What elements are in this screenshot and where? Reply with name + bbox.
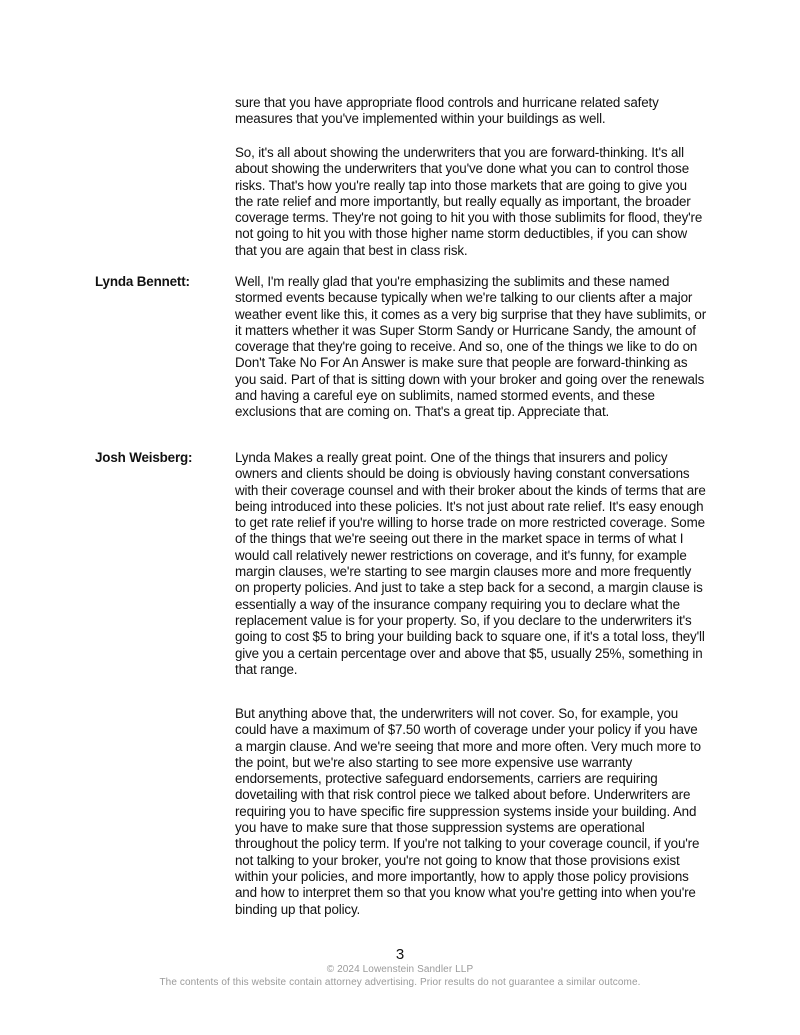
transcript-paragraph-2: So, it's all about showing the underwriters that you are forward-thinking. It's all about showing the underwriters that you've done what you can to control those risks. That's how you're really tap into those markets that are going to give you the rate relief and more importantly, but really equally as important, the broader coverage terms. They're not going to hit you with those sublimits for flood, they're not going to hit you with those higher name storm deductibles, if you can show that you are again that best in class risk. (235, 145, 703, 258)
transcript-paragraph-5: But anything above that, the underwriters will not cover. So, for example, you could have a maximum of $7.50 worth of coverage under your policy if you have a margin clause. And we're seeing that more and more often. Very much more to the point, but we're also starting to see more expensive use warranty endorsements, protective safeguard endorsements, carriers are requiring dovetailing with that risk control piece we talked about before. Underwriters are requiring you to have specific fire suppression systems inside your building. And you have to make sure that those suppression systems are operational throughout the policy term. If you're not talking to your coverage council, if you're not talking to your broker, you're not going to know that those provisions exist within your policies, and more importantly, how to apply those policy provisions and how to interpret them so that you know what you're getting into when you're binding up that policy. (235, 706, 701, 917)
transcript-paragraph-4: Lynda Makes a really great point. One of the things that insurers and policy owners and clients should be doing is obviously having constant conversations with their coverage counsel and with their broker about the kinds of terms that are being introduced into these policies. It's not just about rate relief. It's easy enough to get rate relief if you're willing to horse trade on more restricted coverage. Some of the things that we're seeing out there in the market space in terms of what I would call relatively newer restrictions on coverage, and it's funny, for example margin clauses, we're starting to see margin clauses more and more frequently on property policies. And just to take a step back for a second, a margin clause is essentially a way of the insurance company requiring you to declare what the replacement value is for your property. So, if you declare to the underwriters it's going to cost $5 to bring your building back to square one, if it's a total loss, they'll give you a certain percentage over and above that $5, usually 25%, something in that range. (235, 450, 706, 677)
footer-disclaimer: The contents of this website contain attorney advertising. Prior results do not guarantee a similar outcome. (159, 977, 641, 988)
transcript-paragraph-1: sure that you have appropriate flood controls and hurricane related safety measures that you've implemented within your buildings as well. (235, 95, 659, 127)
page-number: 3 (395, 946, 405, 963)
footer-copyright: © 2024 Lowenstein Sandler LLP (326, 964, 474, 975)
speaker-label-lynda: Lynda Bennett: (95, 274, 190, 289)
speaker-label-josh: Josh Weisberg: (95, 450, 193, 465)
transcript-paragraph-3: Well, I'm really glad that you're emphasizing the sublimits and these named stormed events because typically when we're talking to our clients after a major weather event like this, it comes as a very big surprise that they have sublimits, or it matters whether it was Super Storm Sandy or Hurricane Sandy, the amount of coverage that they're going to receive. And so, one of the things we like to do on Don't Take No For An Answer is make sure that people are forward-thinking as you said. Part of that is sitting down with your broker and going over the renewals and having a careful eye on sublimits, named stormed events, and these exclusions that are coming on. That's a great tip. Appreciate that. (235, 274, 707, 420)
